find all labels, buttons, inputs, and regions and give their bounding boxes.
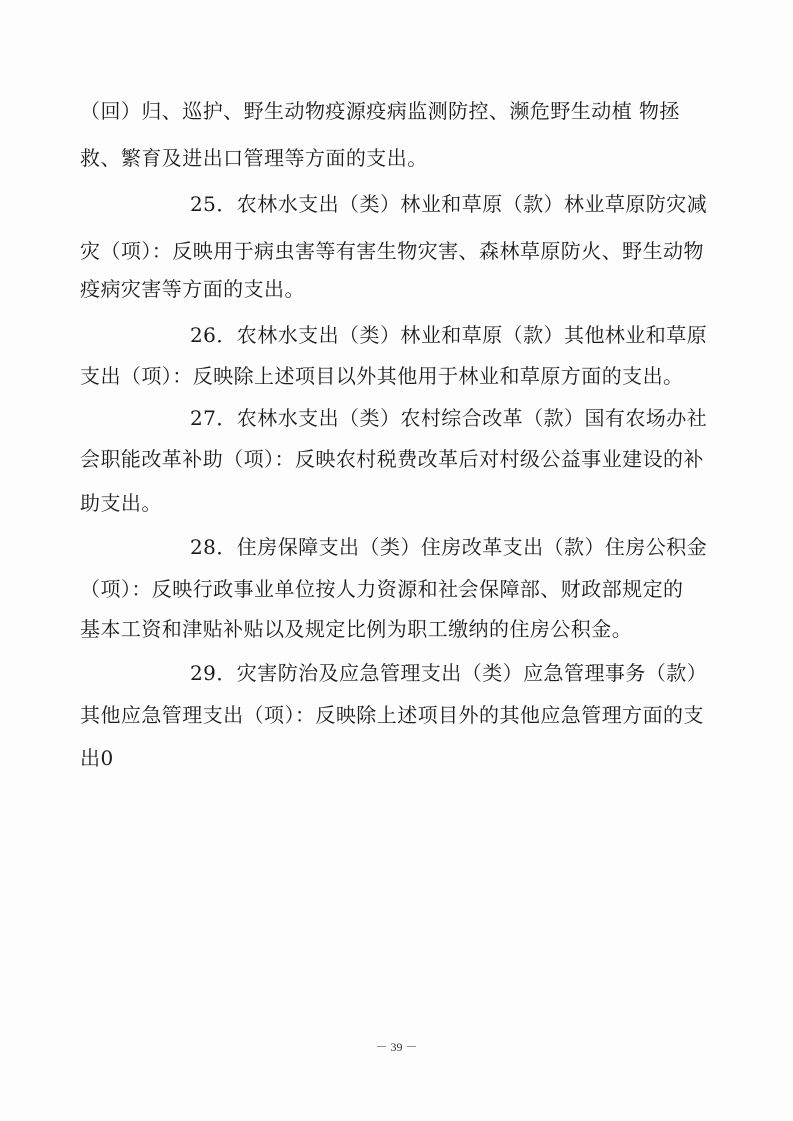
paragraph-28-line-3: 基本工资和津贴补贴以及规定比例为职工缴纳的住房公积金。 [80,617,633,641]
paragraph-27-line-2: 会职能改革补助（项）：反映农村税费改革后对村级公益事业建设的补 [80,447,704,471]
paragraph-29-line-2: 其他应急管理支出（项）：反映除上述项目外的其他应急管理方面的支 [80,703,704,727]
paragraph-26-line-2: 支出（项）：反映除上述项目以外其他用于林业和草原方面的支出。 [80,364,684,388]
paragraph-28-line-2: （项）：反映行政事业单位按人力资源和社会保障部、财政部规定的 [80,577,684,601]
paragraph-24-line-1: （回）归、巡护、野生动物疫源疫病监测防控、濒危野生动植 物拯 [80,99,680,123]
paragraph-26-line-1: 26．农林水支出（类）林业和草原（款）其他林业和草原 [190,323,708,347]
paragraph-25-line-2: 灾（项）：反映用于病虫害等有害生物灾害、森林草原防火、野生动物 [80,239,704,263]
paragraph-27-line-3: 助支出。 [80,491,162,515]
paragraph-25-line-1: 25．农林水支出（类）林业和草原（款）林业草原防灾减 [190,192,708,216]
paragraph-25-line-3: 疫病灾害等方面的支出。 [80,277,305,301]
paragraph-24-line-2: 救、繁育及进出口管理等方面的支出。 [80,146,428,170]
paragraph-29-line-3: 出0 [80,746,114,770]
page-number: － 39 － [375,1040,418,1054]
paragraph-29-line-1: 29．灾害防治及应急管理支出（类）应急管理事务（款） [190,661,708,685]
paragraph-28-line-1: 28．住房保障支出（类）住房改革支出（款）住房公积金 [190,535,708,559]
paragraph-27-line-1: 27．农林水支出（类）农村综合改革（款）国有农场办社 [190,406,708,430]
